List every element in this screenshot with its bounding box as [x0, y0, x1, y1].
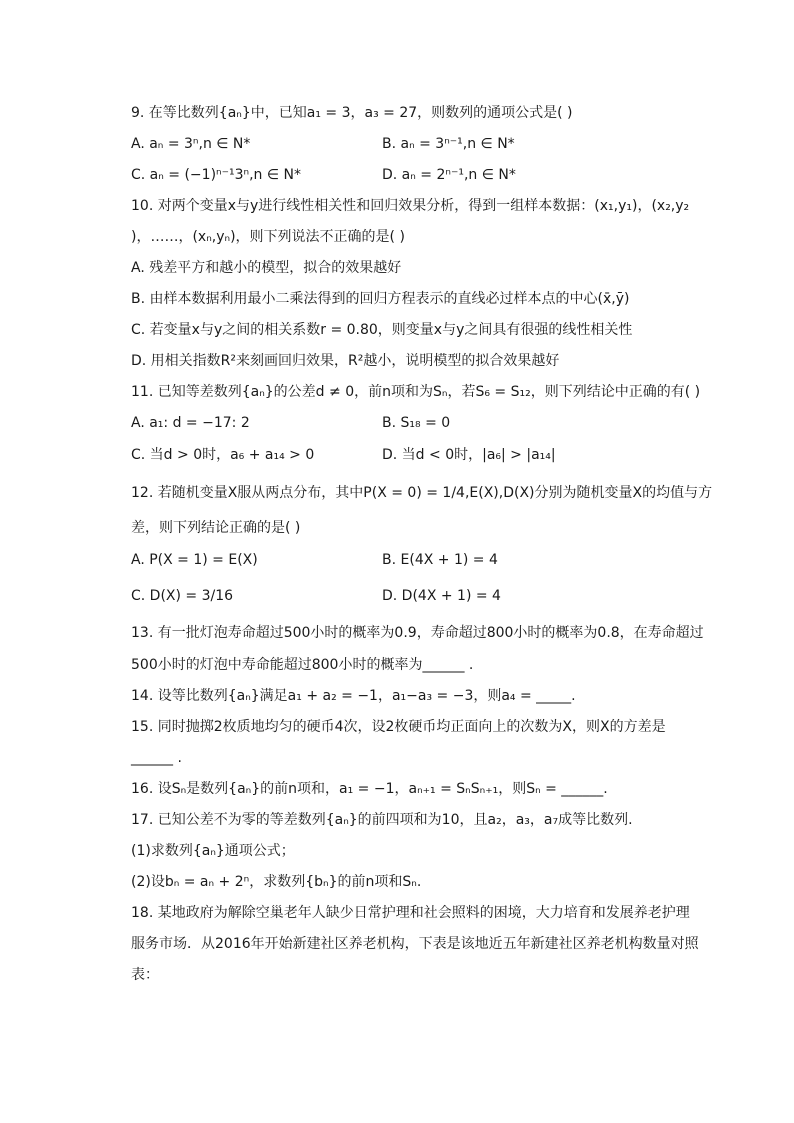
question-10-stem-line-1: 10. 对两个变量x与y进行线性相关性和回归效果分析，得到一组样本数据：(x₁,y₁)，(x₂,y₂	[131, 198, 690, 214]
question-10-option-c: C. 若变量x与y之间的相关系数r = 0.80，则变量x与y之间具有很强的线性相关性	[131, 322, 633, 338]
question-12-option-d: D. D(4X + 1) = 4	[382, 588, 501, 604]
question-17-stem: 17. 已知公差不为零的等差数列{aₙ}的前四项和为10，且a₂，a₃，a₇成等比数列.	[131, 812, 633, 828]
question-18-stem-line-3: 表：	[131, 967, 159, 983]
question-9-option-c: C. aₙ = (−1)ⁿ⁻¹3ⁿ,n ∈ N*	[131, 167, 301, 183]
question-13-stem-line-2: 500小时的灯泡中寿命能超过800小时的概率为______ .	[131, 657, 474, 673]
question-16-stem: 16. 设Sₙ是数列{aₙ}的前n项和，a₁ = −1，aₙ₊₁ = SₙSₙ₊₁，则Sₙ = ______.	[131, 781, 608, 797]
question-10-stem-line-2: )，……，(xₙ,yₙ)，则下列说法不正确的是( )	[131, 229, 405, 245]
question-12-stem-line-2: 差，则下列结论正确的是( )	[131, 520, 301, 536]
question-10-option-b: B. 由样本数据利用最小二乘法得到的回归方程表示的直线必过样本点的中心(x̄,ȳ)	[131, 291, 630, 307]
question-12-stem-line-1: 12. 若随机变量X服从两点分布，其中P(X = 0) = 1/4,E(X),D(X)分别为随机变量X的均值与方	[131, 485, 713, 501]
question-17-part-2: (2)设bₙ = aₙ + 2ⁿ，求数列{bₙ}的前n项和Sₙ.	[131, 874, 422, 890]
question-9-option-b: B. aₙ = 3ⁿ⁻¹,n ∈ N*	[382, 136, 515, 152]
question-12-option-c: C. D(X) = 3/16	[131, 588, 234, 604]
question-15-stem-line-2: ______ .	[131, 750, 182, 766]
question-14-stem: 14. 设等比数列{aₙ}满足a₁ + a₂ = −1，a₁−a₃ = −3，则a₄ = _____.	[131, 688, 576, 704]
question-18-stem-line-1: 18. 某地政府为解除空巢老年人缺少日常护理和社会照料的困境，大力培育和发展养老护理	[131, 905, 690, 921]
question-18-stem-line-2: 服务市场．从2016年开始新建社区养老机构，下表是该地近五年新建社区养老机构数量对照	[131, 936, 699, 952]
question-9-stem: 9. 在等比数列{aₙ}中，已知a₁ = 3，a₃ = 27，则数列的通项公式是( )	[131, 105, 573, 121]
question-10-option-a: A. 残差平方和越小的模型，拟合的效果越好	[131, 260, 402, 276]
question-11-option-d: D. 当d < 0时，|a₆| > |a₁₄|	[382, 447, 556, 463]
question-12-option-b: B. E(4X + 1) = 4	[382, 552, 498, 568]
question-9-option-a: A. aₙ = 3ⁿ,n ∈ N*	[131, 136, 251, 152]
question-12-option-a: A. P(X = 1) = E(X)	[131, 552, 258, 568]
question-11-stem: 11. 已知等差数列{aₙ}的公差d ≠ 0，前n项和为Sₙ，若S₆ = S₁₂，则下列结论中正确的有( )	[131, 384, 701, 400]
question-10-option-d: D. 用相关指数R²来刻画回归效果，R²越小，说明模型的拟合效果越好	[131, 353, 560, 369]
question-11-option-c: C. 当d > 0时，a₆ + a₁₄ > 0	[131, 447, 315, 463]
question-11-option-b: B. S₁₈ = 0	[382, 415, 451, 431]
question-15-stem-line-1: 15. 同时抛掷2枚质地均匀的硬币4次，设2枚硬币均正面向上的次数为X，则X的方差是	[131, 719, 666, 735]
question-11-option-a: A. a₁: d = −17: 2	[131, 415, 250, 431]
question-9-option-d: D. aₙ = 2ⁿ⁻¹,n ∈ N*	[382, 167, 516, 183]
question-13-stem-line-1: 13. 有一批灯泡寿命超过500小时的概率为0.9，寿命超过800小时的概率为0.8，在寿命超过	[131, 625, 704, 641]
question-17-part-1: (1)求数列{aₙ}通项公式；	[131, 843, 295, 859]
